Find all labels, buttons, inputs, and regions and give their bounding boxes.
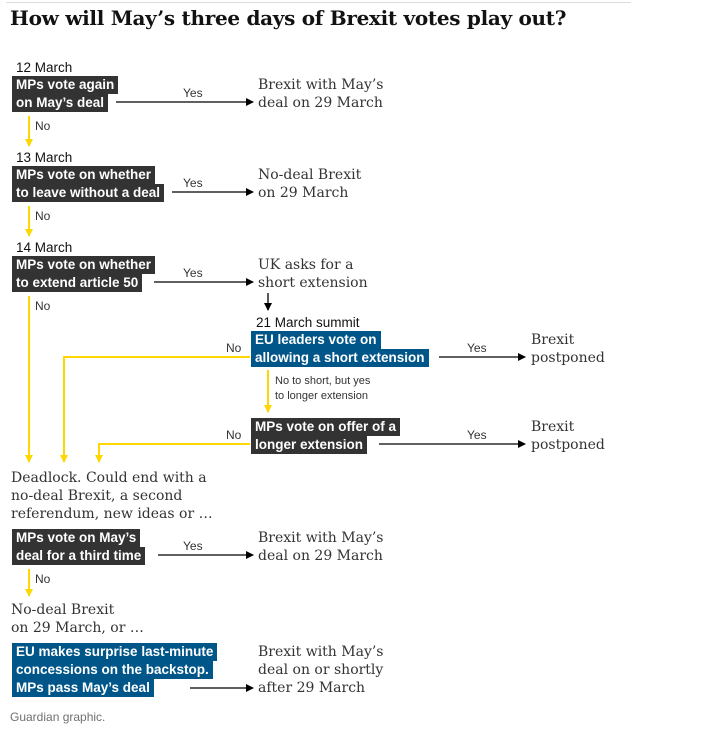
nodeal-line2: on 29 March, or …	[11, 620, 144, 636]
step1-box	[12, 76, 118, 112]
step2-box	[12, 166, 164, 202]
step2-date: 13 March	[16, 150, 73, 165]
concessions-outcome-line3: after 29 March	[258, 680, 366, 696]
longer-no-label: No	[226, 428, 242, 442]
step1-line2: on May’s deal	[12, 94, 108, 112]
third-outcome-line1: Brexit with May’s	[258, 530, 384, 546]
deadlock-line1: Deadlock. Could end with a	[11, 470, 207, 486]
step3-box	[12, 256, 155, 292]
concessions-box	[12, 643, 217, 697]
summit-line1: EU leaders vote on	[251, 331, 381, 349]
step1-no-label: No	[35, 119, 51, 133]
summit-outcome-line2: postponed	[531, 350, 605, 366]
longer-yes-label: Yes	[467, 428, 487, 442]
step3-line1: MPs vote on whether	[12, 256, 155, 274]
longer-line1: MPs vote on offer of a	[251, 418, 400, 436]
step3-yes-label: Yes	[183, 266, 203, 280]
third-line2: deal for a third time	[12, 547, 145, 565]
step3-outcome-line1: UK asks for a	[258, 257, 354, 273]
step1-yes-label: Yes	[183, 86, 203, 100]
third-yes-label: Yes	[183, 539, 203, 553]
no-arrow-summit	[64, 357, 250, 462]
longer-line2: longer extension	[251, 436, 367, 454]
longer-box	[251, 418, 400, 454]
nodeal-line1: No-deal Brexit	[11, 602, 115, 618]
concessions-line3: MPs pass May’s deal	[12, 679, 154, 697]
longer-extension-label-line2: to longer extension	[275, 390, 368, 402]
step3-line2: to extend article 50	[12, 274, 142, 292]
summit-no-label: No	[226, 341, 242, 355]
concessions-outcome-line1: Brexit with May’s	[258, 644, 384, 660]
step2-yes-label: Yes	[183, 176, 203, 190]
no-arrow-longer	[99, 444, 250, 462]
step2-outcome-line2: on 29 March	[258, 185, 349, 201]
longer-extension-label-line1: No to short, but yes	[275, 375, 371, 387]
credit: Guardian graphic.	[10, 710, 106, 724]
deadlock-line2: no-deal Brexit, a second	[11, 488, 183, 504]
step2-line2: to leave without a deal	[12, 184, 164, 202]
third-outcome-line2: deal on 29 March	[258, 548, 383, 564]
concessions-outcome-line2: deal on or shortly	[258, 662, 384, 678]
deadlock-line3: referendum, new ideas or …	[11, 506, 213, 522]
step2-no-label: No	[35, 209, 51, 223]
summit-box	[251, 331, 429, 367]
concessions-line2: concessions on the backstop.	[12, 661, 213, 679]
step2-line1: MPs vote on whether	[12, 166, 155, 184]
step3-no-label: No	[35, 299, 51, 313]
concessions-line1: EU makes surprise last-minute	[12, 643, 217, 661]
summit-date: 21 March summit	[256, 315, 360, 330]
longer-outcome-line2: postponed	[531, 437, 605, 453]
step3-date: 14 March	[16, 240, 73, 255]
step1-line1: MPs vote again	[12, 76, 118, 94]
summit-line2: allowing a short extension	[251, 349, 429, 367]
third-line1: MPs vote on May’s	[12, 529, 140, 547]
summit-outcome-line1: Brexit	[531, 332, 575, 348]
third-no-label: No	[35, 572, 51, 586]
longer-outcome-line1: Brexit	[531, 419, 575, 435]
step1-outcome-line2: deal on 29 March	[258, 95, 383, 111]
summit-yes-label: Yes	[467, 341, 487, 355]
step1-date: 12 March	[16, 60, 73, 75]
step1-outcome-line1: Brexit with May’s	[258, 77, 384, 93]
third-box	[12, 529, 145, 565]
page-title: How will May’s three days of Brexit votes play out?	[10, 6, 567, 30]
step2-outcome-line1: No-deal Brexit	[258, 167, 362, 183]
step3-outcome-line2: short extension	[258, 275, 368, 291]
